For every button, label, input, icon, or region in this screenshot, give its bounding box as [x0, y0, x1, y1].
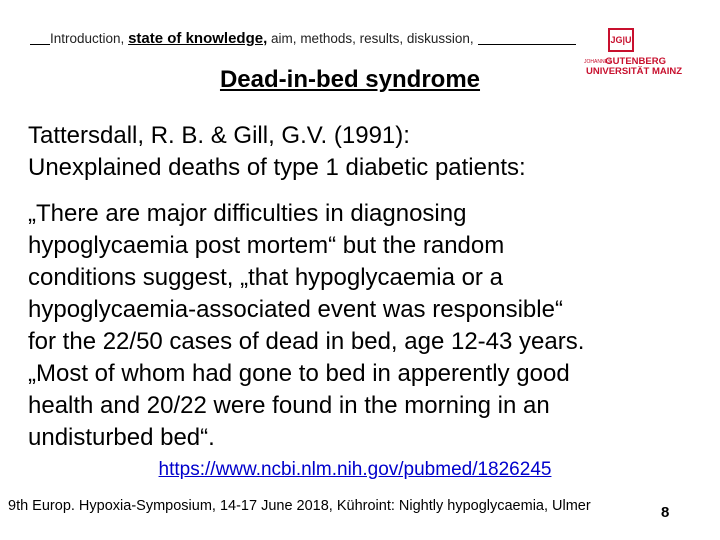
nav-item-introduction: Introduction, — [50, 31, 125, 46]
nav-item-diskussion: diskussion, — [406, 31, 474, 46]
nav-item-state-of-knowledge: state of knowledge, — [128, 30, 268, 47]
quote-line: „There are major difficulties in diagnosing — [28, 200, 467, 227]
logo-line-2: UNIVERSITÄT MAINZ — [586, 66, 683, 77]
section-navigation — [30, 28, 576, 48]
footer-text: 9th Europ. Hypoxia-Symposium, 14-17 June 2018, Kühroint: Nightly hypoglycaemia, Ulmer — [8, 498, 591, 514]
quote-line: for the 22/50 cases of dead in bed, age 12-43 years. — [28, 328, 585, 355]
page-number: 8 — [661, 504, 670, 521]
quote-line: health and 20/22 were found in the morning in an — [28, 392, 550, 419]
reference-line: Unexplained deaths of type 1 diabetic patients: — [28, 154, 526, 181]
quote-line: hypoglycaemia post mortem“ but the random — [28, 232, 505, 259]
reference-line: Tattersdall, R. B. & Gill, G.V. (1991): — [28, 122, 410, 149]
nav-item-results: results, — [359, 31, 404, 46]
jgu-logo-mark: JG|U — [608, 28, 634, 52]
quote-line: „Most of whom had gone to bed in apperently good — [28, 360, 570, 387]
reference-block — [28, 120, 698, 184]
nav-item-aim: aim, — [271, 31, 297, 46]
pubmed-link-text[interactable]: https://www.ncbi.nlm.nih.gov/pubmed/1826245 — [158, 459, 552, 480]
logo-small-text: JOHANNES — [584, 59, 612, 65]
quote-line: conditions suggest, „that hypoglycaemia or a — [28, 264, 503, 291]
pubmed-link[interactable] — [0, 459, 710, 481]
logo-line-1: GUTENBERG — [605, 56, 666, 67]
quote-line: hypoglycaemia-associated event was responsible“ — [28, 296, 563, 323]
nav-item-methods: methods, — [300, 31, 356, 46]
navigation-items — [50, 30, 478, 47]
quote-line: undisturbed bed“. — [28, 424, 215, 451]
quote-block — [28, 198, 698, 454]
slide-title: Dead-in-bed syndrome — [219, 66, 481, 93]
